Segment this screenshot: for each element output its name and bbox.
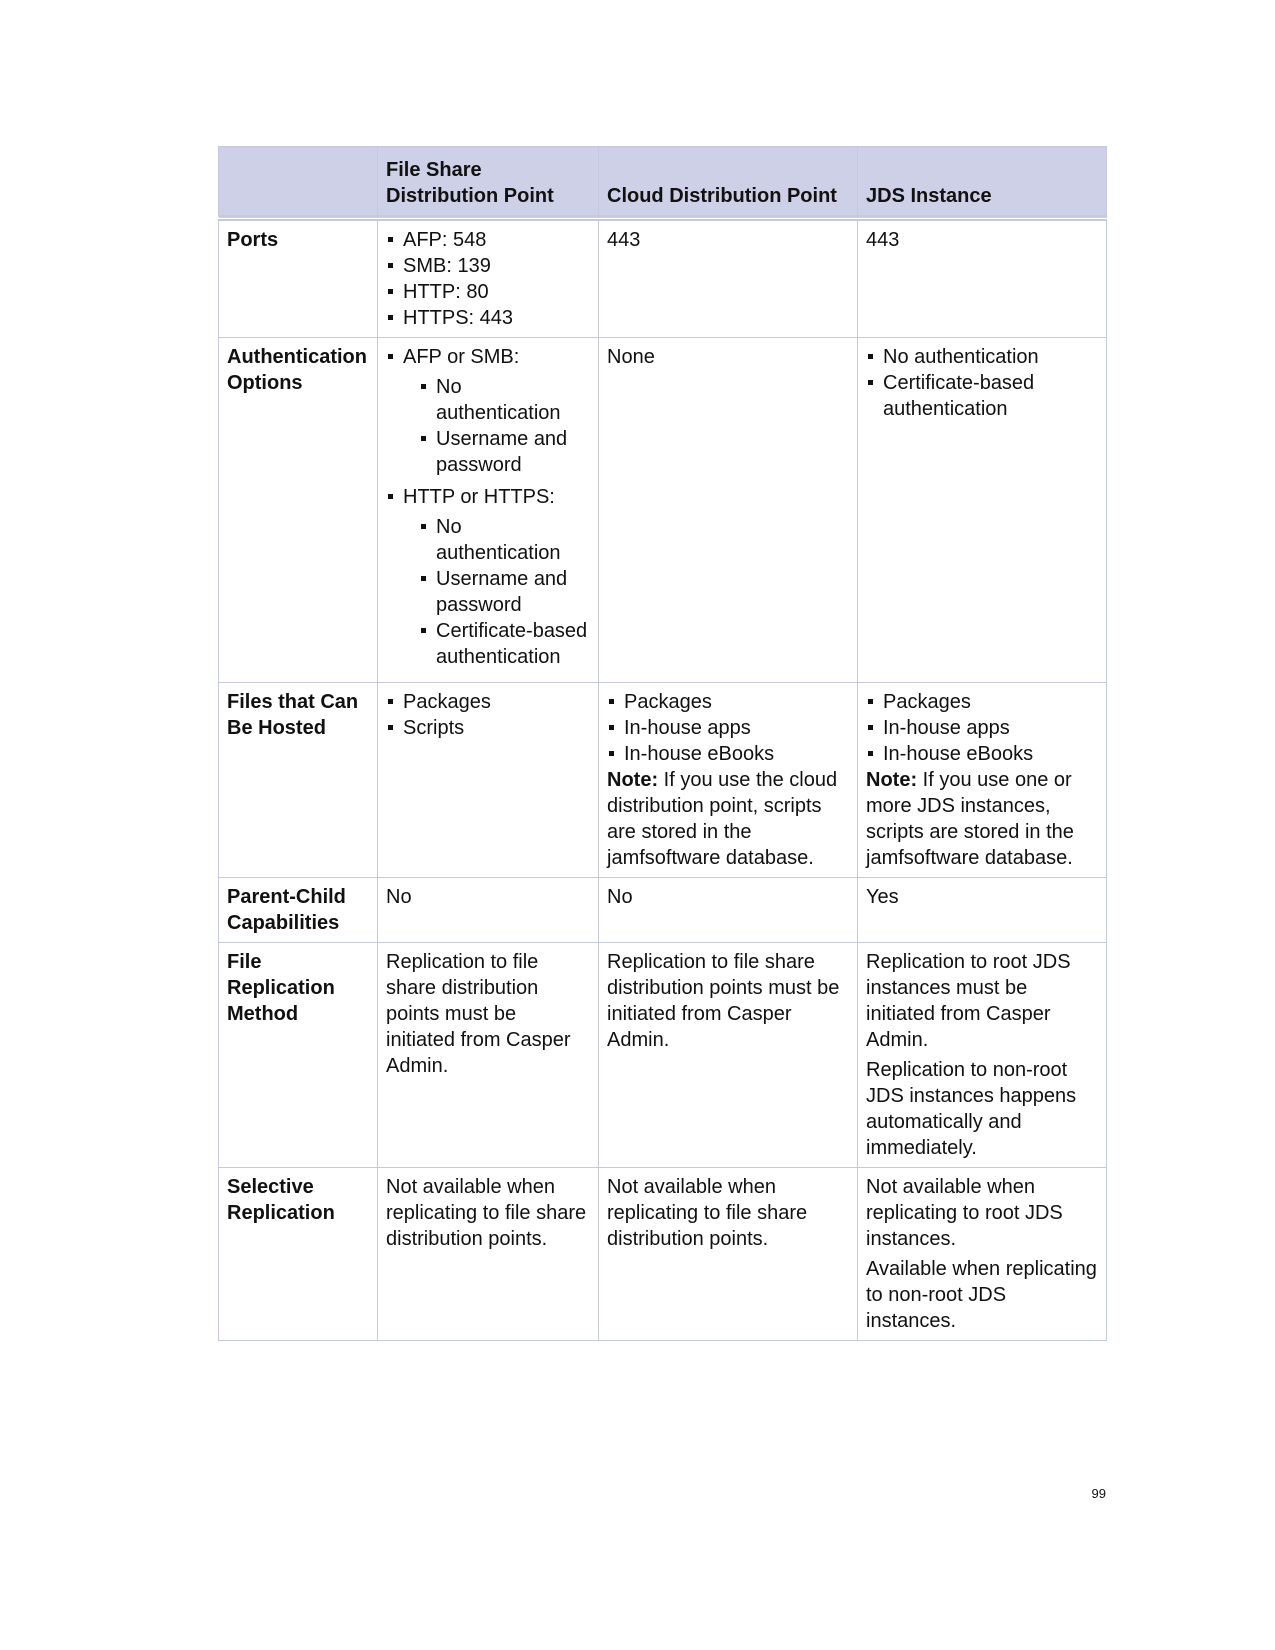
auth-file-share-list: [386, 344, 590, 670]
row-label-authentication: Authentication Options: [219, 338, 378, 683]
row-selective-replication: [219, 1168, 1107, 1341]
files-jds-list: [866, 689, 1098, 767]
afp-smb-label: AFP or SMB:: [403, 346, 520, 368]
header-jds: JDS Instance: [858, 147, 1107, 219]
header-file-share-line1: File Share: [386, 159, 482, 181]
files-jds-note: [866, 767, 1098, 871]
files-cloud-note: [607, 767, 849, 871]
row-label-parent-child: Parent-Child Capabilities: [219, 878, 378, 943]
list-item: In-house apps: [607, 715, 849, 741]
list-item: In-house eBooks: [866, 741, 1098, 767]
cell-files-jds: [858, 683, 1107, 878]
row-label-selective-replication: Selective Replication: [219, 1168, 378, 1341]
note-text: If you use one or more JDS instances, scripts are stored in the jamfsoftware database.: [866, 769, 1074, 869]
cell-selective-jds: [858, 1168, 1107, 1341]
cell-replication-file-share: Replication to file share distribution points must be initiated from Casper Admin.: [378, 943, 599, 1168]
row-label-ports: Ports: [219, 218, 378, 338]
header-file-share: [378, 147, 599, 219]
files-cloud-list: [607, 689, 849, 767]
row-ports: [219, 218, 1107, 338]
list-item: In-house apps: [866, 715, 1098, 741]
cell-ports-file-share: [378, 218, 599, 338]
row-parent-child: [219, 878, 1107, 943]
list-item: In-house eBooks: [607, 741, 849, 767]
cell-files-cloud: [599, 683, 858, 878]
cell-selective-file-share: Not available when replicating to file share distribution points.: [378, 1168, 599, 1341]
row-replication-method: [219, 943, 1107, 1168]
replication-jds-para-2: Replication to non-root JDS instances happens automatically and immediately.: [866, 1059, 1077, 1159]
list-item: No authentication: [419, 374, 590, 426]
list-item: AFP: 548: [386, 227, 590, 253]
row-authentication: [219, 338, 1107, 683]
note-label: Note:: [607, 769, 659, 791]
cell-ports-cloud: 443: [599, 218, 858, 338]
header-file-share-line2: Distribution Point: [386, 185, 554, 207]
cell-replication-jds: [858, 943, 1107, 1168]
list-item: Certificate-based authentication: [419, 618, 590, 670]
list-item-afp-smb: [386, 344, 590, 478]
row-label-files-hosted: Files that Can Be Hosted: [219, 683, 378, 878]
cell-auth-jds: [858, 338, 1107, 683]
http-https-label: HTTP or HTTPS:: [403, 486, 555, 508]
cell-parent-child-jds: Yes: [858, 878, 1107, 943]
list-item: Scripts: [386, 715, 590, 741]
list-item: Username and password: [419, 566, 590, 618]
cell-ports-jds: 443: [858, 218, 1107, 338]
note-label: Note:: [866, 769, 918, 791]
selective-jds-para-1: Not available when replicating to root JDS instances.: [866, 1176, 1063, 1250]
header-cloud: Cloud Distribution Point: [599, 147, 858, 219]
list-item: No authentication: [419, 514, 590, 566]
cell-parent-child-file-share: No: [378, 878, 599, 943]
note-text: If you use the cloud distribution point, scripts are stored in the jamfsoftware database.: [607, 769, 838, 869]
list-item: Packages: [607, 689, 849, 715]
header-empty-cell: [219, 147, 378, 219]
list-item-http-https: [386, 484, 590, 670]
list-item: HTTP: 80: [386, 279, 590, 305]
cell-auth-cloud: None: [599, 338, 858, 683]
list-item: Username and password: [419, 426, 590, 478]
distribution-point-comparison-table: [218, 146, 1107, 1341]
list-item: Packages: [866, 689, 1098, 715]
page-number: 99: [1091, 1486, 1106, 1501]
list-item: Packages: [386, 689, 590, 715]
list-item: HTTPS: 443: [386, 305, 590, 331]
selective-jds-para-2: Available when replicating to non-root JDS instances.: [866, 1258, 1097, 1332]
list-item: SMB: 139: [386, 253, 590, 279]
comparison-table-container: [218, 146, 1106, 1341]
list-item: Certificate-based authentication: [866, 370, 1098, 422]
list-item: No authentication: [866, 344, 1098, 370]
cell-selective-cloud: Not available when replicating to file share distribution points.: [599, 1168, 858, 1341]
cell-auth-file-share: [378, 338, 599, 683]
replication-jds-para-1: Replication to root JDS instances must be initiated from Casper Admin.: [866, 951, 1071, 1051]
cell-files-file-share: [378, 683, 599, 878]
row-files-hosted: [219, 683, 1107, 878]
auth-jds-list: [866, 344, 1098, 422]
files-file-share-list: [386, 689, 590, 741]
http-https-sublist: [403, 514, 590, 670]
row-label-replication-method: File Replication Method: [219, 943, 378, 1168]
cell-replication-cloud: Replication to file share distribution points must be initiated from Casper Admin.: [599, 943, 858, 1168]
header-row: [219, 147, 1107, 219]
afp-smb-sublist: [403, 374, 590, 478]
cell-parent-child-cloud: No: [599, 878, 858, 943]
ports-file-share-list: [386, 227, 590, 331]
